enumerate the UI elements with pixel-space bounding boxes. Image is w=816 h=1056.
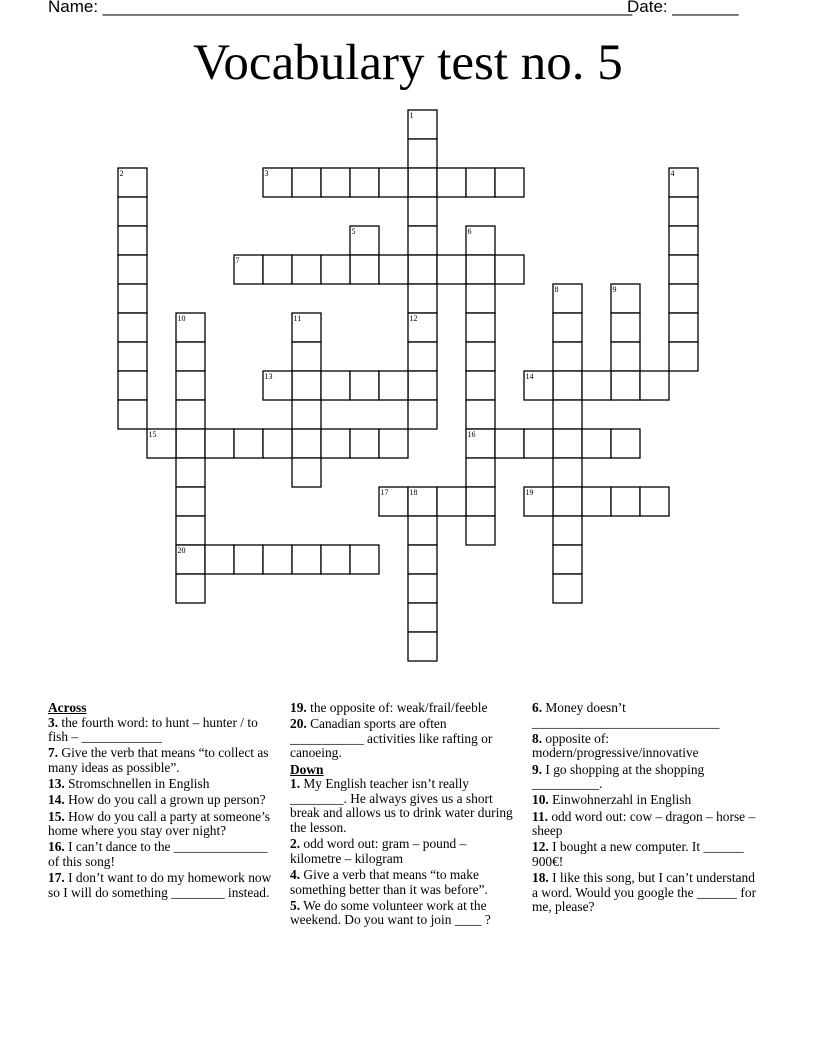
grid-cell[interactable] (292, 545, 321, 574)
grid-cell[interactable] (408, 400, 437, 429)
clue-down-6: 6. Money doesn’t ____________________________ (532, 700, 720, 730)
grid-cell[interactable] (176, 487, 205, 516)
grid-cell[interactable] (553, 458, 582, 487)
grid-cell[interactable] (495, 429, 524, 458)
clue-number: 8 (554, 285, 559, 294)
clue-across-15: 15. How do you call a party at someone’s home where you stay over night? (48, 808, 271, 839)
grid-cell[interactable] (321, 545, 350, 574)
grid-cell[interactable] (263, 545, 292, 574)
grid-cell[interactable] (176, 516, 205, 545)
grid-cell[interactable] (350, 168, 379, 197)
grid-cell[interactable] (408, 574, 437, 603)
clue-across-3: 3. the fourth word: to hunt – hunter / to fish – ____________ (48, 714, 258, 745)
grid-cell[interactable] (292, 342, 321, 371)
grid-cell[interactable] (669, 255, 698, 284)
grid-cell[interactable] (466, 313, 495, 342)
clue-number: 20 (177, 546, 186, 555)
grid-cell[interactable] (582, 429, 611, 458)
clue-across-20: 20. Canadian sports are often ___________ activities like rafting or canoeing. (290, 716, 493, 761)
grid-cell[interactable] (118, 400, 147, 429)
grid-cell[interactable] (292, 429, 321, 458)
clue-number: 19 (525, 488, 534, 497)
grid-cell[interactable] (118, 342, 147, 371)
grid-cell[interactable] (292, 255, 321, 284)
grid-cell[interactable] (466, 255, 495, 284)
page-title: Vocabulary test no. 5 (193, 35, 623, 91)
grid-cell[interactable] (292, 458, 321, 487)
grid-cell[interactable] (669, 197, 698, 226)
clue-down-5: 5. We do some volunteer work at the weekend. Do you want to join ____ ? (290, 897, 491, 928)
grid-cell[interactable] (466, 371, 495, 400)
grid-cell[interactable] (408, 603, 437, 632)
grid-cell[interactable] (408, 168, 437, 197)
grid-cell[interactable] (176, 400, 205, 429)
clue-across-16: 16. I can’t dance to the ______________ of this song! (48, 839, 268, 869)
clue-number: 4 (670, 169, 675, 178)
grid-cell[interactable] (408, 371, 437, 400)
clue-number: 13 (264, 372, 273, 381)
grid-cell[interactable] (669, 226, 698, 255)
clue-number: 12 (409, 314, 418, 323)
grid-cell[interactable] (611, 487, 640, 516)
grid-cell[interactable] (205, 545, 234, 574)
grid-cell[interactable] (118, 255, 147, 284)
grid-cell[interactable] (118, 226, 147, 255)
grid-cell[interactable] (321, 255, 350, 284)
clue-down-10: 10. Einwohnerzahl in English (532, 792, 692, 808)
clue-number: 15 (148, 430, 157, 439)
clue-down-12: 12. I bought a new computer. It ______ 900€! (532, 839, 744, 869)
clue-number: 3 (264, 169, 269, 178)
clue-number: 1 (409, 111, 414, 120)
grid-cell[interactable] (553, 545, 582, 574)
clues-middle-column (290, 701, 520, 929)
grid-cell[interactable] (292, 168, 321, 197)
clue-down-11: 11. odd word out: cow – dragon – horse – sheep (532, 808, 756, 839)
grid-cell[interactable] (321, 371, 350, 400)
grid-cell[interactable] (176, 371, 205, 400)
grid-cell[interactable] (553, 342, 582, 371)
grid-cell[interactable] (408, 197, 437, 226)
grid-cell[interactable] (408, 139, 437, 168)
grid-cell[interactable] (205, 429, 234, 458)
across-heading: Across (48, 700, 87, 715)
grid-cell[interactable] (118, 197, 147, 226)
grid-cell[interactable] (408, 255, 437, 284)
grid-cell[interactable] (263, 429, 292, 458)
grid-cell[interactable] (466, 516, 495, 545)
grid-cell[interactable] (292, 400, 321, 429)
grid-cell[interactable] (176, 574, 205, 603)
grid-cell[interactable] (466, 400, 495, 429)
grid-cell[interactable] (263, 255, 292, 284)
grid-cell[interactable] (176, 458, 205, 487)
grid-cell[interactable] (466, 168, 495, 197)
grid-cell[interactable] (669, 342, 698, 371)
grid-cell[interactable] (553, 487, 582, 516)
clue-number: 5 (351, 227, 356, 236)
clue-number: 9 (612, 285, 617, 294)
clue-across-7: 7. Give the verb that means “to collect as many ideas as possible”. (48, 745, 269, 775)
clue-down-8: 8. opposite of: modern/progressive/innovative (532, 730, 699, 761)
grid-cell[interactable] (234, 545, 263, 574)
grid-cell[interactable] (582, 487, 611, 516)
clue-down-1: 1. My English teacher isn’t really ________. He always gives us a short break and allows us to drink water during the lesson. (290, 776, 513, 835)
clue-down-18: 18. I like this song, but I can’t understand a word. Would you google the ______ for me, please? (532, 870, 757, 915)
grid-cell[interactable] (408, 284, 437, 313)
grid-cell[interactable] (350, 255, 379, 284)
grid-cell[interactable] (553, 429, 582, 458)
grid-cell[interactable] (118, 371, 147, 400)
clue-number: 11 (293, 314, 302, 323)
grid-cell[interactable] (611, 342, 640, 371)
clue-number: 18 (409, 488, 418, 497)
clue-number: 6 (467, 227, 472, 236)
grid-cell[interactable] (234, 429, 263, 458)
grid-cell[interactable] (408, 226, 437, 255)
grid-cell[interactable] (379, 255, 408, 284)
date-field[interactable]: Date: _______ (627, 0, 739, 16)
across-clues (48, 701, 276, 902)
down-heading: Down (290, 761, 324, 777)
grid-cell[interactable] (611, 313, 640, 342)
grid-cell[interactable] (118, 313, 147, 342)
clue-number: 16 (467, 430, 476, 439)
grid-cell[interactable] (321, 429, 350, 458)
clue-down-9: 9. I go shopping at the shopping __________. (532, 761, 705, 792)
grid-cell[interactable] (408, 545, 437, 574)
clue-number: 17 (380, 488, 389, 497)
grid-cell[interactable] (118, 284, 147, 313)
grid-cell[interactable] (379, 429, 408, 458)
grid-cell[interactable] (553, 371, 582, 400)
grid-cell[interactable] (495, 255, 524, 284)
grid-cell[interactable] (408, 516, 437, 545)
clue-down-4: 4. Give a verb that means “to make something better than it was before”. (290, 866, 488, 897)
grid-cell[interactable] (466, 342, 495, 371)
grid-cell[interactable] (495, 168, 524, 197)
grid-cell[interactable] (640, 371, 669, 400)
grid-cell[interactable] (437, 168, 466, 197)
grid-cell[interactable] (611, 429, 640, 458)
grid-cell[interactable] (437, 487, 466, 516)
grid-cell[interactable] (176, 342, 205, 371)
clue-across-17: 17. I don’t want to do my homework now so I will do something ________ instead. (48, 870, 272, 900)
grid-cell[interactable] (350, 371, 379, 400)
grid-cell[interactable] (553, 516, 582, 545)
grid-cell[interactable] (408, 632, 437, 661)
clue-across-13: 13. Stromschnellen in English (48, 776, 210, 792)
grid-cell[interactable] (321, 168, 350, 197)
grid-cell[interactable] (466, 458, 495, 487)
clue-number: 2 (119, 169, 124, 178)
grid-cell[interactable] (669, 284, 698, 313)
clue-down-2: 2. odd word out: gram – pound – kilometre – kilogram (290, 836, 467, 866)
clue-number: 10 (177, 314, 186, 323)
grid-cell[interactable] (437, 255, 466, 284)
grid-cell[interactable] (553, 313, 582, 342)
clues-right-column (532, 701, 764, 916)
grid-cell[interactable] (466, 284, 495, 313)
grid-cell[interactable] (524, 429, 553, 458)
clue-number: 7 (235, 256, 240, 265)
grid-cell[interactable] (379, 168, 408, 197)
grid-cell[interactable] (466, 487, 495, 516)
grid-cell[interactable] (408, 342, 437, 371)
grid-cell[interactable] (582, 371, 611, 400)
clue-across-14: 14. How do you call a grown up person? (48, 792, 266, 808)
clue-across-19: 19. the opposite of: weak/frail/feeble (290, 700, 488, 715)
grid-cell[interactable] (640, 487, 669, 516)
grid-cell[interactable] (611, 371, 640, 400)
grid-cell[interactable] (669, 313, 698, 342)
grid-cell[interactable] (292, 371, 321, 400)
grid-cell[interactable] (379, 371, 408, 400)
grid-cell[interactable] (553, 574, 582, 603)
name-field[interactable]: Name: ________________________________________________________ (48, 0, 633, 16)
grid-cell[interactable] (350, 429, 379, 458)
clue-number: 14 (525, 372, 534, 381)
grid-cell[interactable] (350, 545, 379, 574)
grid-cell[interactable] (553, 400, 582, 429)
grid-cell[interactable] (176, 429, 205, 458)
